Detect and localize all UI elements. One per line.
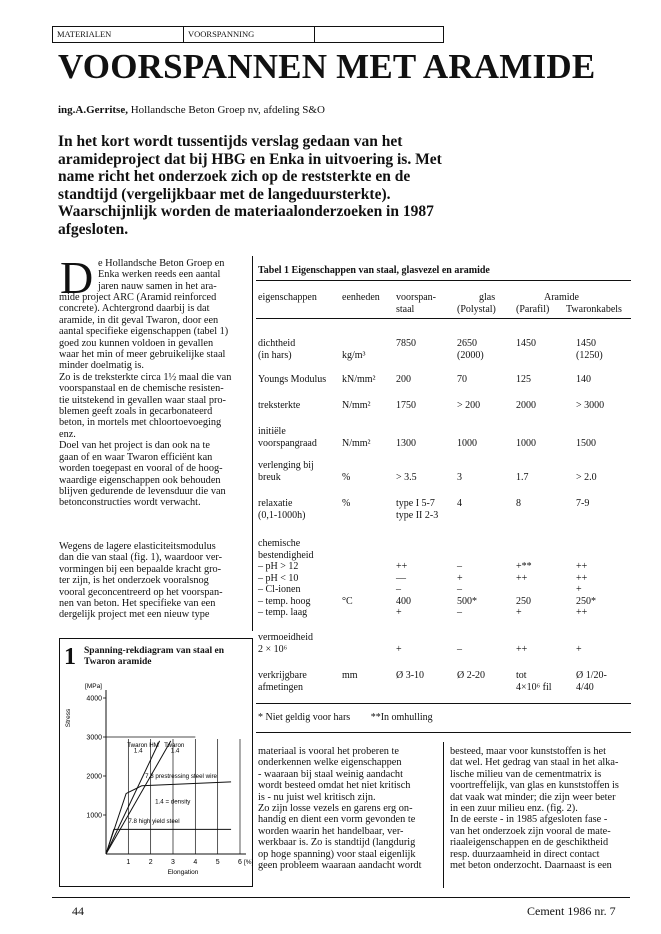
label-density-note: 1.4 = density	[155, 798, 191, 806]
text-line: resp. duurzaamheid in direct contact	[450, 848, 600, 860]
row-property: vermoeidheid	[258, 632, 313, 643]
text-line: - waaraan bij staal weinig aandacht	[258, 768, 403, 780]
row-value-steel: 400	[396, 595, 411, 607]
x-tick-label: 4	[193, 859, 198, 866]
steel-line-1	[106, 829, 231, 854]
stress-strain-chart	[60, 676, 254, 884]
y-unit: [MPa]	[85, 683, 102, 690]
row-value-glass: +	[457, 572, 463, 584]
row-value-glass: –	[457, 561, 462, 572]
text-line: van het onderzoek zijn vooral de mate-	[450, 825, 611, 837]
row-value-twaron: > 3000	[576, 400, 605, 411]
text-line: wordt besteed omdat het niet kritisch	[258, 780, 411, 792]
row-value-glass: Ø 2-20	[457, 670, 486, 681]
row-property: Youngs Modulus	[258, 374, 327, 385]
row-value-glass: 2650	[457, 338, 477, 349]
text-line: dan die van staal (fig. 1), waardoor ver-	[59, 552, 223, 564]
row-value-twaron: ++	[576, 607, 588, 618]
row-value-steel: 200	[396, 374, 411, 385]
row-property: (0,1-1000h)	[258, 509, 306, 521]
page-number: 44	[72, 904, 84, 918]
row-value-twaron: (1250)	[576, 349, 603, 361]
text-line: op hoge spanning) voor staal eigenlijk	[258, 848, 416, 860]
lead-line: name richt het onderzoek zich op de reststerkte en de	[58, 168, 411, 185]
text-line: handig en dient een vorm gevonden te	[258, 814, 416, 826]
text-line: mide project ARC (Aramid reinforced	[59, 292, 217, 303]
text-line: Doel van het project is dan ook na te	[59, 440, 210, 452]
text-line: geen probleem waaraan aandacht wordt	[258, 860, 422, 872]
row-value-parafil: ++	[516, 643, 528, 655]
text-line: waar het min of meer gebruikelijke staal	[59, 349, 226, 361]
row-value-twaron: 140	[576, 374, 591, 385]
row-property: – Cl-ionen	[258, 584, 301, 595]
row-property: verkrijgbare	[258, 670, 307, 681]
row-value-twaron: 4/40	[576, 681, 594, 693]
row-property: (in hars)	[258, 349, 292, 361]
row-value-steel: –	[396, 584, 401, 595]
text-line: In de eerste - in 1985 afgesloten fase -	[450, 814, 608, 826]
figure-title	[84, 646, 224, 667]
column-rule	[443, 742, 444, 888]
row-value-parafil: +	[516, 607, 522, 618]
text-line: voorspanstaal en de chemische resisten-	[59, 383, 224, 395]
lead-line: afgesloten.	[58, 220, 129, 238]
article-title: VOORSPANNEN MET ARAMIDE	[58, 47, 596, 86]
row-property: voorspangraad	[258, 437, 317, 449]
lead-paragraph	[58, 133, 528, 238]
row-value-glass: –	[457, 607, 462, 618]
header-glass: (Polystal)	[457, 303, 496, 315]
row-value-parafil: +**	[516, 561, 532, 572]
row-value-steel: type II 2-3	[396, 509, 439, 521]
col4-text	[450, 746, 619, 871]
row-value-parafil: 1.7	[516, 471, 529, 483]
lead-line: standtijd (vergelijkbaar met de langeduursterkte).	[58, 185, 391, 203]
drop-cap: D	[60, 252, 94, 303]
lead-line: aramideproject dat bij HBG en Enka in uitvoering is. Met	[58, 150, 442, 168]
row-property: 2 × 10⁶	[258, 643, 288, 655]
row-property: – pH > 12	[258, 561, 299, 572]
text-line: goed zou kunnen voldoen in gevallen	[59, 337, 214, 349]
text-line: Enka werken reeds een aantal	[98, 269, 221, 281]
row-value-twaron: ++	[576, 572, 588, 584]
text-line: e Hollandsche Beton Groep en	[98, 258, 225, 269]
text-line: betonconstructies wordt verwacht.	[59, 497, 201, 509]
text-line: onderkennen welke eigenschappen	[258, 757, 402, 769]
text-line: concrete). Achtergrond daarbij is dat	[59, 303, 210, 315]
label-twaron: Twaron	[164, 742, 185, 749]
row-property: – pH < 10	[258, 572, 299, 584]
text-line: ter zijn, is het onderzoek vooralsnog	[59, 575, 209, 587]
row-value-steel: +	[396, 643, 402, 655]
row-property: dichtheid	[258, 338, 296, 349]
row-value-glass: –	[457, 584, 462, 595]
text-line: enz.	[59, 428, 76, 440]
row-value-parafil: 4×10⁶ fil	[516, 681, 552, 693]
header-parafil: (Parafil)	[516, 303, 550, 315]
table-header-rule	[256, 318, 631, 319]
row-property: chemische	[258, 538, 301, 549]
lead-line: In het kort wordt tussentijds verslag gedaan van het	[58, 133, 403, 150]
row-property: relaxatie	[258, 498, 293, 509]
header-steel: staal	[396, 303, 415, 315]
row-value-glass: –	[457, 643, 462, 655]
row-value-parafil: 1450	[516, 338, 536, 349]
text-line: besteed, maar voor kunststoffen is het	[450, 746, 606, 757]
row-unit: °C	[342, 595, 353, 607]
y-tick-label: 2000	[86, 773, 102, 781]
section-tabs	[52, 26, 444, 43]
header-properties: eigenschappen	[258, 292, 317, 303]
row-value-twaron: 7-9	[576, 498, 590, 509]
text-line: beton, in mortels met chloortoevoeging	[59, 417, 222, 429]
text-line: blemen geeft zoals in gecarbonateerd	[59, 406, 213, 418]
footer-rule	[52, 897, 630, 898]
header-steel: voorspan-	[396, 292, 436, 303]
text-line: waardige eigenschappen ook behouden	[59, 474, 221, 486]
row-value-glass: 1000	[457, 437, 477, 449]
y-tick-label: 3000	[86, 734, 102, 742]
x-tick-label: 5	[215, 859, 220, 866]
subsection-label: VOORSPANNING	[184, 27, 315, 42]
row-value-glass: 4	[457, 498, 462, 509]
row-unit: mm	[342, 670, 358, 681]
text-line: materiaal is vooral het proberen te	[258, 746, 399, 757]
header-twaron: Twaronkabels	[566, 303, 622, 315]
figure-title-line: Spanning-rekdiagram van staal en	[84, 646, 224, 656]
row-value-glass: 3	[457, 471, 462, 483]
row-property: verlenging bij	[258, 460, 314, 471]
row-property: treksterkte	[258, 400, 301, 411]
author: ing.A.Gerritse,	[58, 104, 128, 116]
x-tick-label: 3	[171, 859, 175, 866]
header-aramid: Aramide	[544, 292, 579, 303]
text-line: nen van beton. Het specifieke van een	[59, 598, 216, 610]
series-line-twaron-hm	[106, 741, 160, 854]
row-value-twaron: 1450	[576, 338, 596, 349]
row-unit: %	[342, 471, 351, 483]
row-unit: %	[342, 498, 351, 509]
text-line: dat wel. Het gedrag van staal in het alka-	[450, 757, 619, 769]
row-value-twaron: ++	[576, 561, 588, 572]
row-value-steel: > 3.5	[396, 471, 417, 483]
row-unit: kN/mm²	[342, 374, 376, 385]
text-line: is - nu juist wel kritisch zijn.	[258, 791, 376, 803]
text-line: lische milieu van de cementmatrix is	[450, 768, 602, 780]
x-axis-label: Elongation	[167, 869, 199, 876]
row-value-glass: (2000)	[457, 349, 484, 361]
footnote-1: * Niet geldig voor hars	[258, 712, 351, 723]
journal-name: Cement 1986 nr. 7	[527, 904, 616, 918]
table-end-rule	[256, 732, 631, 733]
header-glass: glas	[479, 292, 496, 303]
y-tick-label: 1000	[86, 812, 102, 820]
text-line: blijven gedurende de levensduur die van	[59, 485, 226, 497]
label-high-yield-steel: 7.8 high yield steel	[128, 817, 180, 825]
text-line: riaaleigenschappen en de geschiktheid	[450, 837, 609, 849]
row-value-parafil: tot	[516, 670, 527, 681]
tab-empty	[315, 27, 443, 42]
row-value-parafil: 250	[516, 595, 531, 607]
text-line: worden toegepast en vooral of de hoog-	[59, 463, 223, 475]
label-twaron-hm: Twaron HM	[127, 742, 159, 749]
column-rule	[252, 256, 253, 631]
row-property: afmetingen	[258, 681, 303, 693]
table-caption: Tabel 1 Eigenschappen van staal, glasvezel en aramide	[258, 265, 490, 276]
row-value-steel: Ø 3-10	[396, 670, 425, 681]
header-units: eenheden	[342, 292, 380, 303]
x-tick-label: 6	[238, 859, 242, 866]
text-line: Zo zijn losse vezels en garens erg on-	[258, 803, 413, 815]
row-value-glass: 500*	[457, 595, 477, 607]
row-value-steel: +	[396, 607, 402, 618]
row-property: – temp. hoog	[258, 595, 311, 607]
row-value-steel: 7850	[396, 338, 416, 349]
y-axis-label: Stress	[65, 708, 72, 728]
row-value-steel: type I 5-7	[396, 498, 435, 509]
text-line: dergelijk project met een nieuw type	[59, 609, 210, 621]
label-density: 1.4	[133, 747, 143, 755]
row-value-glass: 70	[457, 374, 467, 385]
col1-indent	[98, 258, 224, 292]
table-footnotes	[258, 712, 433, 724]
text-line: werkbaar is. Zo is standtijd (langdurig	[258, 837, 416, 849]
x-tick-label: 1	[126, 859, 131, 866]
text-line: minder doelmatig is.	[59, 360, 144, 372]
row-value-parafil: 2000	[516, 400, 536, 411]
figure-title-line: Twaron aramide	[84, 656, 152, 667]
affiliation: Hollandsche Beton Groep nv, afdeling S&O	[130, 104, 325, 116]
label-prestressing-steel: 7.8 prestressing steel wire	[145, 772, 217, 780]
row-value-parafil: 1000	[516, 437, 536, 449]
row-value-parafil: ++	[516, 572, 528, 584]
row-property: initiële	[258, 426, 286, 437]
text-line: in een zuur milieu enz. (fig. 2).	[450, 803, 578, 815]
text-line: aantal specifieke eigenschappen (tabel 1)	[59, 326, 229, 338]
row-value-twaron: > 2.0	[576, 471, 597, 483]
row-value-steel: 1750	[396, 400, 416, 411]
text-line: worden waarin het handelbaar, ver-	[258, 825, 404, 837]
row-unit: N/mm²	[342, 437, 371, 449]
row-unit: kg/m³	[342, 349, 366, 361]
text-line: vormingen bij een bepaalde kracht gro-	[59, 563, 222, 575]
text-line: Wegens de lagere elasticiteitsmodulus	[59, 541, 216, 552]
row-value-parafil: 8	[516, 498, 521, 509]
row-value-twaron: Ø 1/20-	[576, 670, 607, 681]
properties-table	[258, 292, 632, 702]
text-line: tie uitstekend in gevallen waar staal pro-	[59, 394, 226, 406]
y-tick-label: 4000	[86, 695, 102, 703]
text-line: jaren nauw samen in het ara-	[98, 280, 217, 292]
row-value-steel: 1300	[396, 437, 416, 449]
text-line: dat vaak wat minder; die zijn weer beter	[450, 791, 616, 803]
x-unit: [%]	[244, 859, 254, 866]
footnote-2: **In omhulling	[370, 712, 433, 723]
row-value-twaron: 1500	[576, 437, 596, 449]
table-bottom-rule	[256, 703, 631, 704]
text-line: aramide, in dit geval Twaron, door een	[59, 314, 219, 326]
table-top-rule	[256, 280, 631, 281]
row-value-parafil: 125	[516, 374, 531, 385]
col1-paragraph-1	[59, 292, 231, 509]
col1-paragraph-2	[59, 541, 223, 621]
text-line: Zo is de treksterkte circa 1½ maal die van	[59, 371, 232, 383]
lead-line: Waarschijnlijk worden de materiaalonderzoeken in 1987	[58, 203, 434, 220]
row-value-twaron: +	[576, 584, 582, 595]
row-value-twaron: +	[576, 643, 582, 655]
x-tick-label: 2	[148, 859, 153, 866]
text-line: vooral geconcentreerd op het voorspan-	[59, 586, 223, 598]
col3-text	[258, 746, 422, 871]
row-property: breuk	[258, 471, 281, 483]
text-line: voortreffelijk, van glas en kunststoffen is	[450, 780, 619, 792]
figure-number: 1	[64, 644, 76, 670]
row-value-twaron: 250*	[576, 595, 596, 607]
row-property: – temp. laag	[258, 607, 308, 618]
row-value-glass: > 200	[457, 400, 481, 411]
text-line: gaan of en waar Twaron efficiënt kan	[59, 451, 213, 463]
label-density: 1.4	[170, 747, 180, 755]
row-value-steel: ++	[396, 561, 408, 572]
byline	[58, 104, 325, 116]
section-label: MATERIALEN	[53, 27, 184, 42]
text-line: met beton onderzocht. Daarnaast is een	[450, 860, 612, 872]
row-unit: N/mm²	[342, 400, 371, 411]
row-property: bestendigheid	[258, 549, 314, 561]
row-value-steel: ––	[396, 572, 406, 584]
